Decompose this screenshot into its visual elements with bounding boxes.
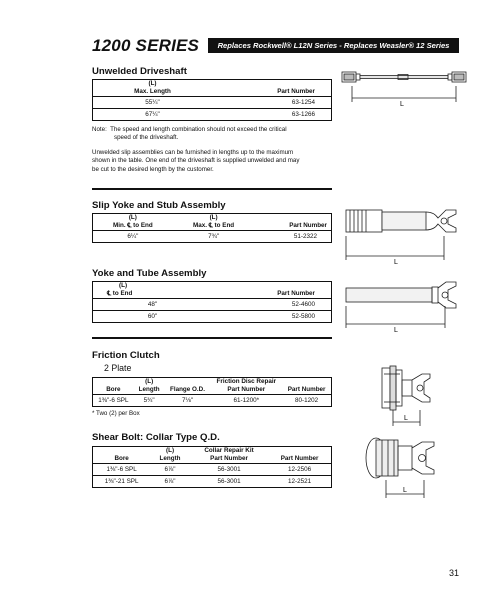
shear-bolt-table (92, 446, 332, 488)
col-header-l: (L) (166, 447, 175, 454)
cell-max: 7¾" (208, 233, 220, 240)
slip-yoke-diagram (338, 200, 474, 266)
series-title: 1200 SERIES (92, 36, 200, 55)
cell-kit-part-number: 56-3001 (190, 476, 268, 488)
cell-part-number: 80-1202 (295, 397, 319, 404)
cell-disc-part-number: 61-1200* (233, 397, 260, 404)
table-row (93, 231, 332, 243)
table-row (93, 97, 332, 109)
unwelded-table (92, 79, 332, 121)
cell-kit-part-number: 56-3001 (217, 466, 241, 473)
friction-clutch-table (92, 377, 332, 407)
col-header-disc-part-number: Part Number (210, 386, 282, 395)
cell-length: 67¼" (93, 109, 213, 121)
cell-cl-to-end: 60" (93, 311, 213, 323)
col-header-part-number: Part Number (268, 455, 331, 464)
col-header-kit-part-number: Part Number (190, 455, 268, 464)
cell-min: 6¼" (127, 233, 139, 240)
description-line: be cut to the desired length by the customer. (92, 165, 214, 173)
table-row (93, 109, 332, 121)
dimension-label-l: L (403, 487, 407, 494)
col-header-part-number: Part Number (212, 88, 332, 97)
table-row (93, 476, 332, 488)
cell-length: 5¾" (143, 397, 155, 404)
unwelded-driveshaft-diagram (338, 66, 474, 110)
cell-part-number: 51-2322 (293, 233, 317, 240)
shear-bolt-diagram (356, 432, 466, 502)
col-header-max-length: Max. Length (93, 88, 213, 97)
dimension-label-l: L (394, 327, 398, 334)
cell-length: 6⅞" (150, 476, 190, 488)
cell-part-number: 63-1266 (212, 109, 332, 121)
col-header-cl-to-end: ℄ to End (93, 290, 213, 299)
col-header-flange-od: Flange O.D. (165, 386, 211, 395)
section-subtitle-2-plate: 2 Plate (104, 363, 132, 373)
cell-flange-od: 7⅛" (181, 397, 193, 404)
col-header-bore: Bore (93, 455, 151, 464)
replaces-banner: Replaces Rockwell® L12N Series - Replaces Weasler® 12 Series (208, 38, 459, 53)
friction-clutch-diagram (372, 362, 452, 430)
description-line: Unwelded slip assemblies can be furnished in lengths up to the maximum (92, 149, 294, 156)
col-header-l: (L) (209, 214, 218, 221)
col-header-l: (L) (148, 80, 157, 87)
note-text: The speed and length combination should not exceed the critical (110, 126, 287, 133)
note-label: Note: (92, 126, 107, 133)
col-header-min-cl-to-end: Min. ℄ to End (93, 222, 173, 231)
cell-length: 6⅞" (164, 466, 176, 473)
col-header-friction-disc-repair: Friction Disc Repair (216, 378, 277, 385)
cell-cl-to-end: 48" (147, 301, 158, 308)
description-line: shown in the table. One end of the driveshaft is supplied unwelded and may (92, 157, 300, 165)
col-header-part-number: Part Number (212, 290, 332, 299)
col-header-collar-repair-kit: Collar Repair Kit (204, 447, 254, 454)
cell-bore: 1⅜"-6 SPL (106, 466, 137, 473)
col-header-l: (L) (145, 378, 154, 385)
slip-yoke-table (92, 213, 332, 243)
dimension-label-l: L (404, 415, 408, 422)
page-number: 31 (449, 568, 460, 578)
table-row (93, 311, 332, 323)
yoke-tube-diagram (338, 276, 474, 334)
cell-length: 55¼" (145, 99, 160, 106)
dimension-label-l: L (400, 101, 404, 108)
section-divider (92, 337, 332, 339)
unwelded-note (92, 126, 287, 143)
cell-part-number: 12-2506 (288, 466, 312, 473)
col-header-part-number: Part Number (254, 222, 331, 231)
col-header-l: (L) (119, 282, 128, 289)
cell-bore: 1⅜"-21 SPL (93, 476, 151, 488)
col-header-max-cl-to-end: Max. ℄ to End (173, 222, 255, 231)
table-row (93, 464, 332, 476)
section-title-unwelded: Unwelded Driveshaft (92, 66, 187, 77)
cell-part-number: 12-2521 (268, 476, 331, 488)
section-title-slip-yoke: Slip Yoke and Stub Assembly (92, 200, 226, 211)
section-divider (92, 188, 332, 190)
col-header-part-number: Part Number (282, 386, 331, 395)
table-row (93, 395, 332, 407)
dimension-label-l: L (394, 259, 398, 266)
yoke-tube-table (92, 281, 332, 323)
cell-part-number: 52-5800 (212, 311, 332, 323)
friction-footnote: * Two (2) per Box (92, 410, 140, 417)
col-header-l: (L) (128, 214, 137, 221)
section-title-yoke-tube: Yoke and Tube Assembly (92, 268, 207, 279)
col-header-length: Length (134, 386, 165, 395)
cell-part-number: 52-4600 (291, 301, 315, 308)
cell-part-number: 63-1254 (291, 99, 315, 106)
note-text-continued: speed of the driveshaft. (114, 134, 179, 142)
unwelded-description (92, 149, 299, 174)
section-title-shear-bolt: Shear Bolt: Collar Type Q.D. (92, 432, 220, 443)
cell-bore: 1⅜"-6 SPL (98, 397, 129, 404)
table-row (93, 299, 332, 311)
col-header-length: Length (150, 455, 190, 464)
col-header-bore: Bore (93, 386, 134, 395)
section-title-friction-clutch: Friction Clutch (92, 350, 160, 361)
